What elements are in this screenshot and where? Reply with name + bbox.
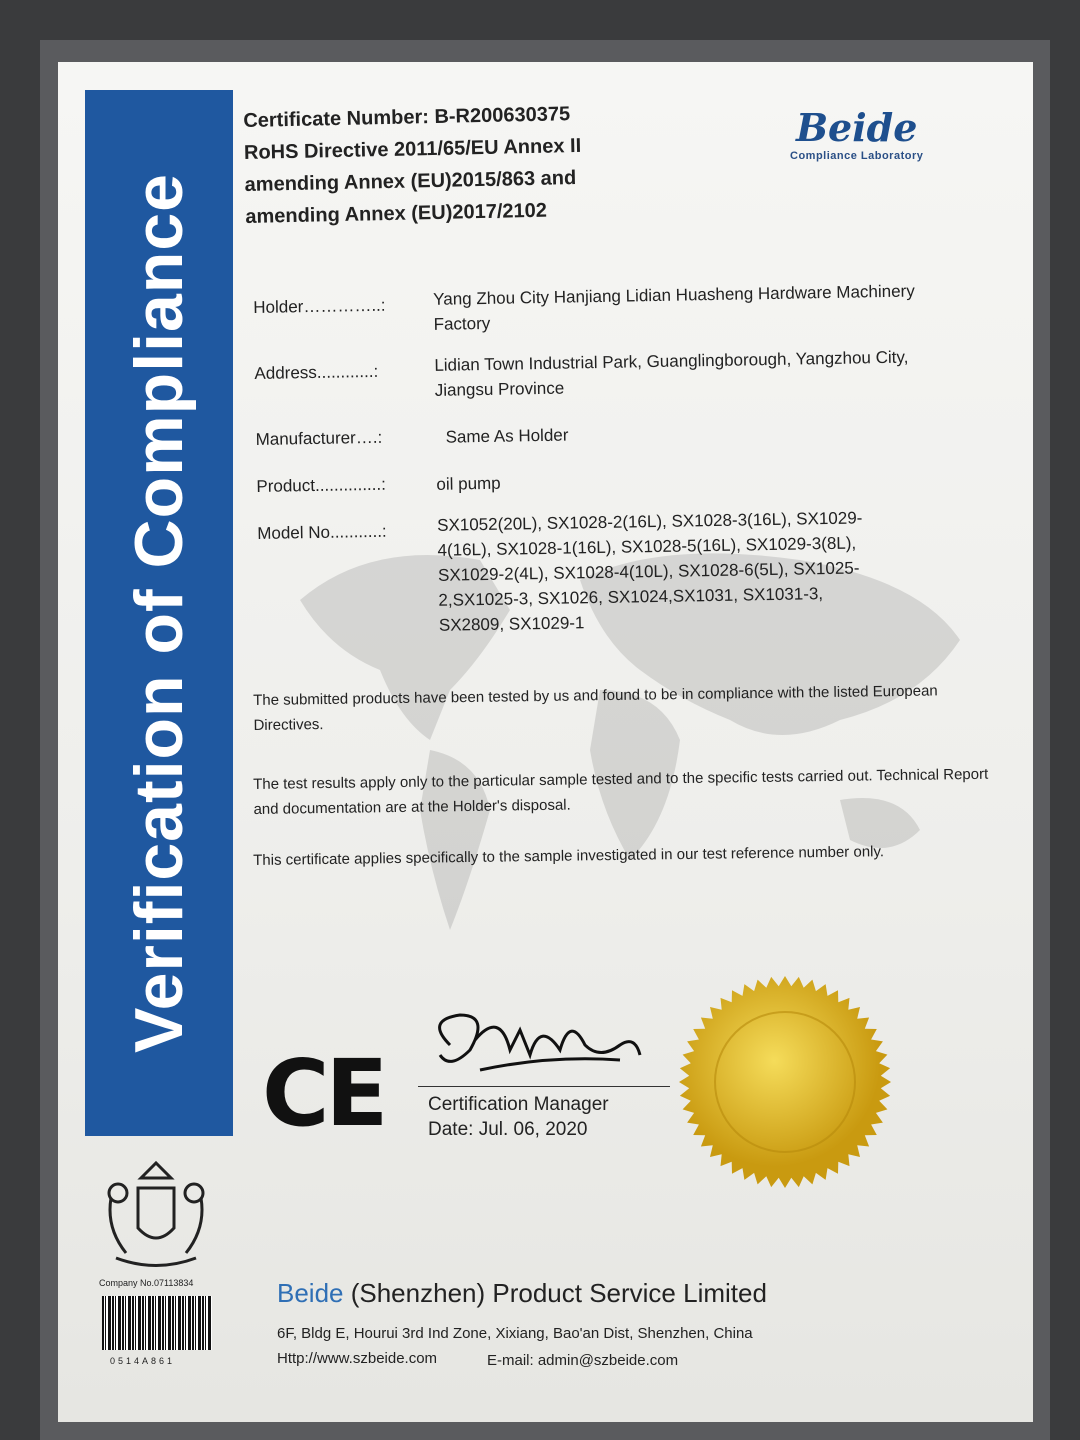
barcode-number: 0514A861 [110, 1356, 176, 1366]
field-model-no [257, 504, 959, 641]
side-band [85, 90, 233, 1136]
company-number: Company No.07113834 [99, 1278, 194, 1288]
signer-title: Certification Manager [428, 1094, 609, 1115]
certificate-fields [253, 278, 959, 657]
logo-name: Beide [795, 105, 918, 150]
company-email[interactable]: E-mail: admin@szbeide.com [487, 1352, 679, 1369]
directive-line: RoHS Directive 2011/65/EU Annex II [243, 134, 582, 164]
field-value: oil pump [436, 473, 501, 494]
field-value: Lidian Town Industrial Park, Guanglingborough, Yangzhou City, Jiangsu Province [434, 347, 909, 400]
side-title: Verification of Compliance [121, 173, 197, 1053]
field-value: Yang Zhou City Hanjiang Lidian Huasheng Hardware Machinery Factory [433, 281, 915, 334]
logo-subtitle: Compliance Laboratory [790, 150, 924, 162]
company-name [277, 1278, 767, 1309]
royal-crest [96, 1158, 216, 1278]
signature-date: Date: Jul. 06, 2020 [428, 1119, 588, 1140]
barcode [102, 1296, 212, 1350]
gold-seal [678, 975, 892, 1189]
company-address: 6F, Bldg E, Hourui 3rd Ind Zone, Xixiang, Bao'an Dist, Shenzhen, China [277, 1325, 753, 1342]
field-product [256, 457, 956, 500]
signature-line [418, 1086, 670, 1087]
statement-test-results: The test results apply only to the particular sample tested and to the specific tests carried out. Technical Report and documentation are at the Holder's disposal. [253, 765, 989, 818]
field-label: Holder…………..: [253, 295, 386, 317]
ce-mark: CE [262, 1040, 385, 1147]
statement-compliance: The submitted products have been tested by us and found to be in compliance with the listed European Directives. [253, 682, 938, 734]
certificate-header [243, 98, 583, 233]
signature [420, 1000, 650, 1090]
company-brand: Beide [277, 1278, 344, 1308]
field-label: Product..............: [256, 474, 387, 496]
directive-line: amending Annex (EU)2017/2102 [245, 199, 548, 228]
company-website[interactable]: Http://www.szbeide.com [277, 1350, 438, 1367]
field-address [254, 344, 955, 406]
field-label: Manufacturer….: [255, 427, 383, 449]
beide-logo [790, 105, 923, 162]
statement-applies: This certificate applies specifically to the sample investigated in our test reference number only. [253, 843, 885, 869]
field-label: Model No...........: [257, 521, 387, 543]
field-label: Address............: [254, 361, 379, 383]
certificate-number: Certificate Number: B-R200630375 [243, 103, 571, 132]
directive-line: amending Annex (EU)2015/863 and [244, 167, 577, 196]
field-value: Same As Holder [445, 425, 569, 447]
signature-block [428, 1092, 609, 1142]
field-manufacturer [255, 410, 955, 453]
field-value: SX1052(20L), SX1028-2(16L), SX1028-3(16L), SX1029-4(16L), SX1028-1(16L), SX1028-5(16L), SX1029-3(8L), SX1029-2(4L), SX1028-4(10L), SX1028-6(5L), SX1025-2,SX1025-3, SX1026, SX1024,SX1031, SX1031-3, SX2809, SX1029-1 [436, 508, 863, 635]
company-name-rest: (Shenzhen) Product Service Limited [343, 1278, 767, 1308]
